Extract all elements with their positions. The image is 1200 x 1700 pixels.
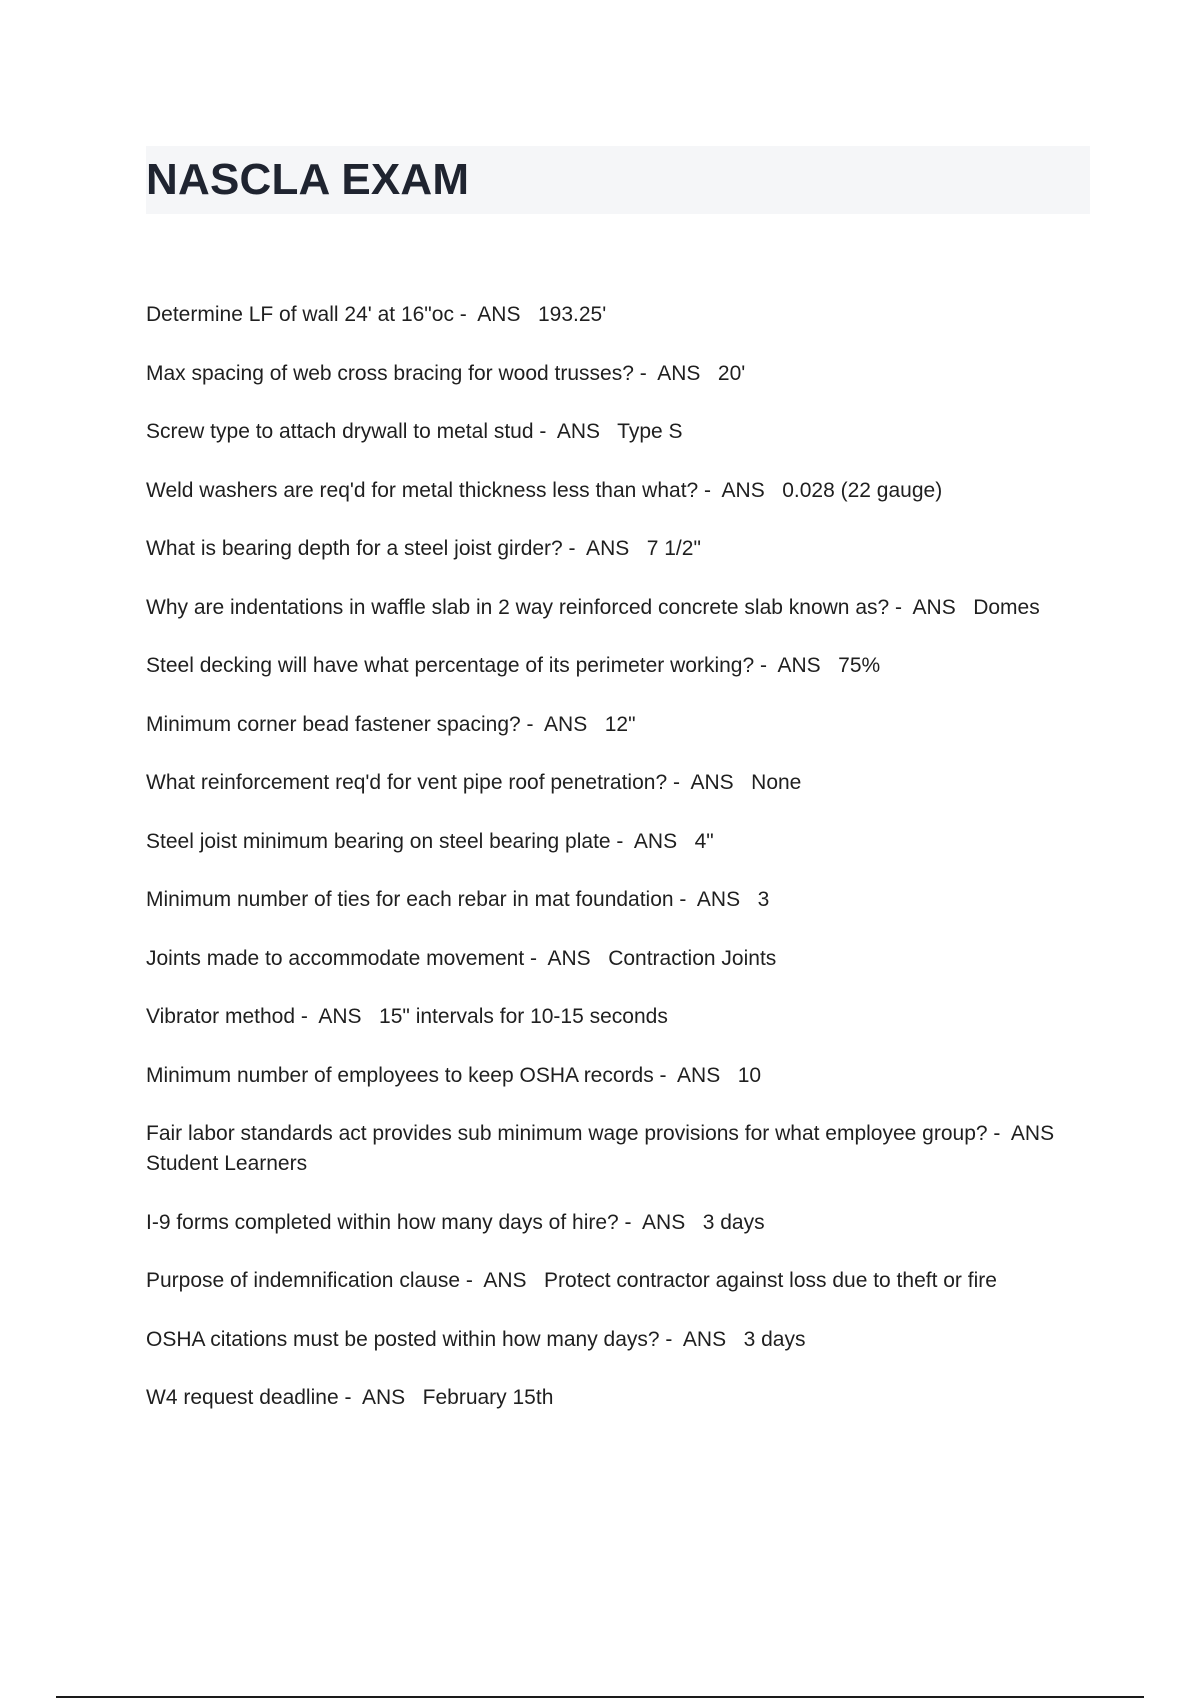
qa-item: What is bearing depth for a steel joist girder? - ANS 7 1/2": [146, 537, 701, 560]
page-title: NASCLA EXAM: [146, 155, 470, 204]
qa-item: Screw type to attach drywall to metal stud - ANS Type S: [146, 420, 683, 443]
qa-item: Fair labor standards act provides sub minimum wage provisions for what employee group? - ANS Student Learners: [146, 1122, 1072, 1175]
qa-item: Why are indentations in waffle slab in 2 way reinforced concrete slab known as? - ANS Domes: [146, 595, 1040, 619]
title-band: [146, 146, 1090, 214]
qa-list: [146, 300, 1072, 1442]
qa-item: Joints made to accommodate movement - ANS Contraction Joints: [146, 946, 777, 970]
qa-item: Steel joist minimum bearing on steel bearing plate - ANS 4": [146, 829, 714, 853]
qa-item: What reinforcement req'd for vent pipe roof penetration? - ANS None: [146, 771, 802, 794]
qa-item: Minimum number of employees to keep OSHA records - ANS 10: [146, 1063, 762, 1087]
qa-item: W4 request deadline - ANS February 15th: [146, 1386, 554, 1409]
qa-item: Weld washers are req'd for metal thickness less than what? - ANS 0.028 (22 gauge): [146, 478, 943, 502]
qa-item: Vibrator method - ANS 15" intervals for 10-15 seconds: [146, 1005, 668, 1028]
qa-item: Minimum number of ties for each rebar in mat foundation - ANS 3: [146, 888, 770, 911]
qa-item: Determine LF of wall 24' at 16"oc - ANS 193.25': [146, 303, 607, 326]
qa-item: Minimum corner bead fastener spacing? - ANS 12": [146, 712, 636, 736]
bottom-divider: [56, 1696, 1144, 1698]
qa-item: Max spacing of web cross bracing for wood trusses? - ANS 20': [146, 361, 746, 385]
qa-item: I-9 forms completed within how many days of hire? - ANS 3 days: [146, 1210, 765, 1234]
qa-item: Steel decking will have what percentage of its perimeter working? - ANS 75%: [146, 654, 881, 677]
qa-item: Purpose of indemnification clause - ANS Protect contractor against loss due to theft or fire: [146, 1269, 997, 1292]
qa-item: OSHA citations must be posted within how many days? - ANS 3 days: [146, 1327, 806, 1351]
